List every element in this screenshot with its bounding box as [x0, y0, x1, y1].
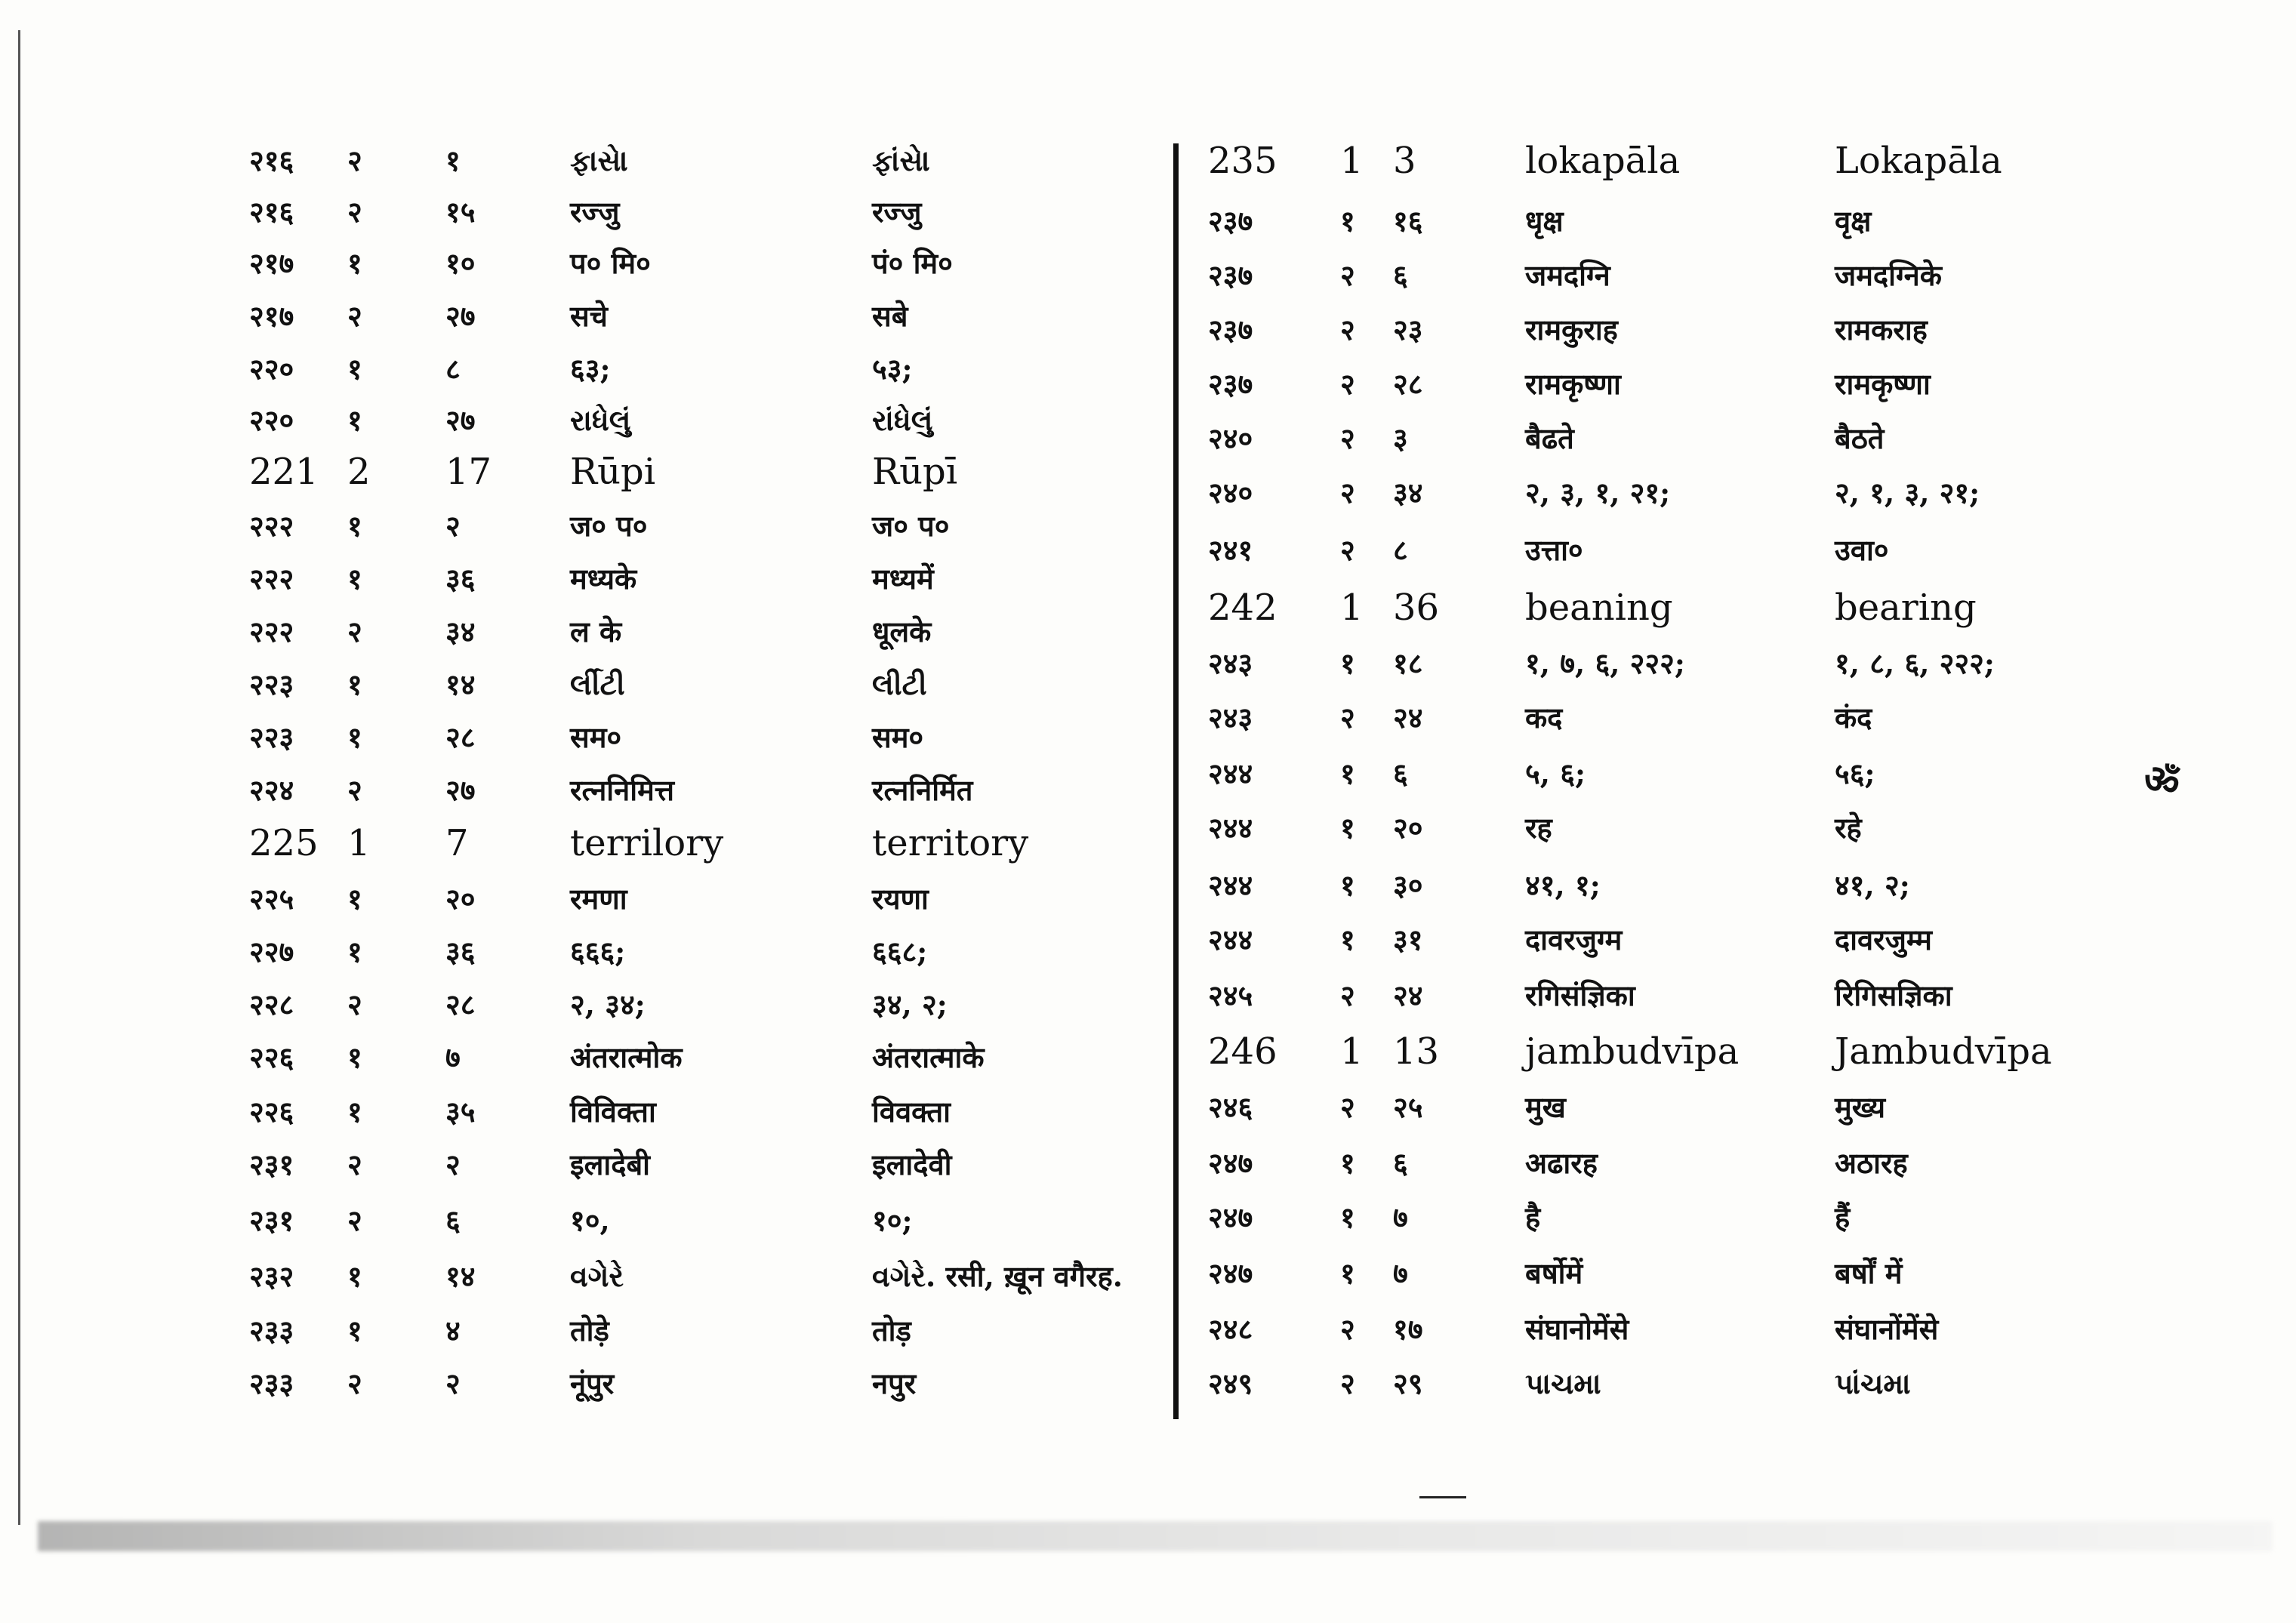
correct-reading-cell: हैं [1835, 1200, 1851, 1234]
correct-reading-cell: मध्यमें [872, 562, 934, 596]
line-number-cell: १४ [445, 1259, 476, 1293]
incorrect-reading-cell: सचे [570, 299, 608, 333]
line-number-cell: ३४ [1393, 476, 1423, 510]
correct-reading-cell: मुख्य [1835, 1090, 1885, 1124]
correct-reading-cell: नपुर [872, 1366, 917, 1400]
page-number-cell: २३३ [249, 1366, 294, 1400]
page-number-cell: २४९ [1208, 1366, 1253, 1400]
incorrect-reading-cell: २, ३, १, २१; [1525, 476, 1671, 510]
column-number-cell: २ [347, 1147, 362, 1181]
correct-reading-cell: ५६; [1835, 756, 1875, 790]
incorrect-reading-cell: उत्ता० [1525, 533, 1583, 567]
page-number-cell: २२३ [249, 720, 294, 754]
correct-reading-cell: Lokapāla [1835, 140, 2002, 182]
correct-reading-cell: पं० मि० [872, 246, 953, 280]
errata-row [1208, 1249, 2099, 1298]
errata-row [249, 660, 1155, 710]
correct-reading-cell: વગેરે. रसी, ख़ून वगैरह. [872, 1259, 1123, 1293]
line-number-cell: 13 [1393, 1030, 1440, 1073]
page-number-cell: २३७ [1208, 367, 1253, 401]
column-number-cell: १ [1340, 646, 1355, 680]
margin-mark: ॐ [2137, 753, 2187, 810]
correct-reading-cell: इलादेवी [872, 1147, 952, 1181]
page-number-cell: २४३ [1208, 701, 1253, 735]
line-number-cell: २४ [1393, 701, 1423, 735]
line-number-cell: ४ [445, 1313, 461, 1347]
correct-reading-cell: कंद [1835, 701, 1872, 735]
incorrect-reading-cell: इलादेबी [570, 1147, 650, 1181]
correct-reading-cell: सबे [872, 299, 908, 333]
page-number-cell: २१७ [249, 246, 294, 280]
line-number-cell: २० [1393, 811, 1423, 845]
errata-row [1208, 414, 2099, 463]
incorrect-reading-cell: रगिसंज्ञिका [1525, 978, 1635, 1012]
errata-row [1208, 749, 2099, 799]
page-number-cell: 225 [249, 822, 319, 864]
errata-row [249, 874, 1155, 924]
incorrect-reading-cell: रमणा [570, 882, 627, 916]
column-number-cell: 1 [1340, 140, 1364, 182]
correct-reading-cell: ફાંસે। [872, 143, 931, 177]
column-number-cell: १ [347, 1095, 362, 1129]
correct-reading-cell: ४१, २; [1835, 868, 1910, 902]
column-number-cell: १ [1340, 811, 1355, 845]
incorrect-reading-cell: दावरजुग्म [1525, 922, 1623, 956]
incorrect-reading-cell: कद [1525, 701, 1563, 735]
line-number-cell: १७ [1393, 1312, 1423, 1346]
column-number-cell: १ [1340, 922, 1355, 956]
column-number-cell: २ [347, 773, 362, 807]
errata-row [249, 1087, 1155, 1137]
column-number-cell: १ [347, 246, 362, 280]
page-left-edge-line [18, 30, 20, 1525]
correct-reading-cell: बर्षों में [1835, 1256, 1903, 1290]
line-number-cell: २८ [445, 987, 476, 1021]
errata-row [249, 713, 1155, 762]
correct-reading-cell: Jambudvīpa [1835, 1030, 2052, 1073]
column-number-cell: १ [347, 720, 362, 754]
correct-reading-cell: विवक्ता [872, 1095, 951, 1129]
column-divider-rule [1173, 143, 1179, 1419]
errata-row [249, 1359, 1155, 1409]
page-number-cell: २२६ [249, 1095, 294, 1129]
incorrect-reading-cell: बैढते [1525, 421, 1574, 455]
line-number-cell: २ [445, 1147, 461, 1181]
correct-reading-cell: सम० [872, 720, 924, 754]
errata-row [249, 765, 1155, 815]
incorrect-reading-cell: १, ७, ६, २२२; [1525, 646, 1685, 680]
line-number-cell: 17 [445, 451, 492, 493]
page-number-cell: २१६ [249, 195, 294, 229]
incorrect-reading-cell: ५, ६; [1525, 756, 1586, 790]
correct-reading-cell: १०; [872, 1203, 913, 1237]
line-number-cell: ३६ [445, 935, 476, 969]
page-number-cell: २४८ [1208, 1312, 1253, 1346]
page-number-cell: २२३ [249, 667, 294, 701]
errata-row [249, 136, 1155, 186]
page-number-cell: २४१ [1208, 533, 1253, 567]
incorrect-reading-cell: मुख [1525, 1090, 1566, 1124]
correct-reading-cell: अठारह [1835, 1146, 1908, 1180]
column-number-cell: २ [1340, 1090, 1355, 1124]
errata-row [249, 1306, 1155, 1356]
page-number-cell: २४० [1208, 476, 1253, 510]
column-number-cell: १ [347, 562, 362, 596]
column-number-cell: १ [1340, 1146, 1355, 1180]
errata-row [1208, 525, 2099, 575]
errata-row [1208, 803, 2099, 853]
column-number-cell: १ [347, 1313, 362, 1347]
incorrect-reading-cell: प० मि० [570, 246, 651, 280]
page-number-cell: २२२ [249, 614, 294, 648]
correct-reading-cell: रत्ननिर्मित [872, 773, 973, 807]
correct-reading-cell: जमदग्निके [1835, 258, 1942, 292]
page-number-cell: २४४ [1208, 868, 1253, 902]
correct-reading-cell: रयणा [872, 882, 929, 916]
line-number-cell: ३६ [445, 562, 476, 596]
line-number-cell: ३५ [445, 1095, 476, 1129]
correct-reading-cell: २, १, ३, २१; [1835, 476, 1980, 510]
column-number-cell: २ [347, 299, 362, 333]
incorrect-reading-cell: है [1525, 1200, 1541, 1234]
incorrect-reading-cell: વગેરે [570, 1259, 624, 1293]
incorrect-reading-cell: धृक्ष [1525, 204, 1564, 238]
incorrect-reading-cell: रत्ननिमित्त [570, 773, 675, 807]
column-number-cell: १ [1340, 756, 1355, 790]
line-number-cell: १० [445, 246, 476, 280]
column-number-cell: 2 [347, 451, 371, 493]
column-number-cell: २ [347, 614, 362, 648]
errata-row [1208, 1193, 2099, 1243]
line-number-cell: २७ [445, 299, 476, 333]
column-number-cell: २ [1340, 701, 1355, 735]
line-number-cell: २७ [445, 773, 476, 807]
errata-row [1208, 971, 2099, 1021]
page-number-cell: २४७ [1208, 1256, 1253, 1290]
correct-reading-cell: रज्जु [872, 195, 922, 229]
line-number-cell: १ [445, 143, 461, 177]
correct-reading-cell: बैठते [1835, 421, 1885, 455]
line-number-cell: १६ [1393, 204, 1423, 238]
page-number-cell: २२२ [249, 509, 294, 543]
incorrect-reading-cell: रामकृष्णा [1525, 367, 1621, 401]
errata-row [1208, 1359, 2099, 1409]
column-number-cell: १ [347, 935, 362, 969]
column-number-cell: 1 [1340, 1030, 1364, 1073]
line-number-cell: १४ [445, 667, 476, 701]
correct-reading-cell: પાંચમા [1835, 1366, 1911, 1400]
incorrect-reading-cell: ६३; [570, 352, 611, 386]
errata-row [1208, 1083, 2099, 1132]
column-number-cell: २ [347, 143, 362, 177]
column-number-cell: १ [1340, 1256, 1355, 1290]
line-number-cell: ६ [445, 1203, 461, 1237]
page-number-cell: २४४ [1208, 922, 1253, 956]
incorrect-reading-cell: बर्षोमें [1525, 1256, 1583, 1290]
line-number-cell: २७ [445, 403, 476, 437]
column-number-cell: 1 [347, 822, 371, 864]
incorrect-reading-cell: રાધેલું [570, 403, 631, 437]
incorrect-reading-cell: जमदग्नि [1525, 258, 1610, 292]
page-number-cell: २४७ [1208, 1200, 1253, 1234]
correct-reading-cell: रामकृष्णा [1835, 367, 1931, 401]
page-number-cell: २४५ [1208, 978, 1253, 1012]
incorrect-reading-cell: terrilory [570, 822, 724, 864]
column-number-cell: २ [1340, 533, 1355, 567]
page-number-cell: 246 [1208, 1030, 1277, 1073]
errata-row [1208, 359, 2099, 409]
correct-reading-cell: Rūpī [872, 451, 958, 493]
page-number-cell: 235 [1208, 140, 1277, 182]
errata-row [249, 554, 1155, 604]
line-number-cell: २ [445, 1366, 461, 1400]
incorrect-reading-cell: beaning [1525, 587, 1673, 629]
column-number-cell: १ [347, 882, 362, 916]
page-number-cell: २१७ [249, 299, 294, 333]
incorrect-reading-cell: ६६६; [570, 935, 626, 969]
errata-row [249, 927, 1155, 977]
line-number-cell: ८ [1393, 533, 1408, 567]
correct-reading-cell: संघानोंमेंसे [1835, 1312, 1939, 1346]
incorrect-reading-cell: सम० [570, 720, 622, 754]
errata-row [1208, 583, 2099, 633]
page-number-cell: २२० [249, 403, 294, 437]
correct-reading-cell: रामकराह [1835, 313, 1928, 346]
page-number-cell: २२८ [249, 987, 294, 1021]
column-number-cell: १ [347, 403, 362, 437]
incorrect-reading-cell: १०, [570, 1203, 610, 1237]
correct-reading-cell: १, ८, ६, २२२; [1835, 646, 1995, 680]
page-number-cell: २३२ [249, 1259, 294, 1293]
page-number-cell: २४४ [1208, 811, 1253, 845]
errata-row [249, 1140, 1155, 1190]
column-number-cell: १ [347, 1259, 362, 1293]
page-number-cell: 221 [249, 451, 319, 493]
errata-row [1208, 1027, 2099, 1076]
page-number-cell: 242 [1208, 587, 1277, 629]
errata-row [249, 239, 1155, 288]
line-number-cell: ६ [1393, 1146, 1408, 1180]
line-number-cell: ६ [1393, 756, 1408, 790]
page-number-cell: २४७ [1208, 1146, 1253, 1180]
incorrect-reading-cell: Rūpi [570, 451, 656, 493]
correct-reading-cell: दावरजुम्म [1835, 922, 1932, 956]
correct-reading-cell: ५३; [872, 352, 913, 386]
line-number-cell: ७ [445, 1040, 461, 1074]
correct-reading-cell: લીટી [872, 667, 927, 701]
incorrect-reading-cell: ज० प० [570, 509, 648, 543]
column-number-cell: २ [1340, 421, 1355, 455]
column-number-cell: २ [347, 1366, 362, 1400]
line-number-cell: 3 [1393, 140, 1416, 182]
column-number-cell: २ [1340, 476, 1355, 510]
page-number-cell: २२० [249, 352, 294, 386]
incorrect-reading-cell: अढारह [1525, 1146, 1598, 1180]
column-number-cell: २ [347, 987, 362, 1021]
incorrect-reading-cell: પાચમા [1525, 1366, 1601, 1400]
errata-row [1208, 915, 2099, 965]
column-number-cell: १ [1340, 868, 1355, 902]
errata-row [249, 980, 1155, 1030]
column-number-cell: १ [347, 1040, 362, 1074]
incorrect-reading-cell: तोड़े [570, 1313, 609, 1347]
errata-row [249, 1196, 1155, 1246]
errata-row [249, 818, 1155, 868]
page-number-cell: २४३ [1208, 646, 1253, 680]
correct-reading-cell: ६६८; [872, 935, 928, 969]
scan-smudge [38, 1521, 2273, 1551]
correct-reading-cell: रहे [1835, 811, 1862, 845]
line-number-cell: 7 [445, 822, 469, 864]
errata-row [1208, 1138, 2099, 1188]
line-number-cell: २३ [1393, 313, 1423, 346]
incorrect-reading-cell: २, ३४; [570, 987, 646, 1021]
page-number-cell: २३७ [1208, 313, 1253, 346]
page-number-cell: २४० [1208, 421, 1253, 455]
incorrect-reading-cell: ल के [570, 614, 622, 648]
errata-row [249, 1252, 1155, 1301]
incorrect-reading-cell: विविक्ता [570, 1095, 656, 1129]
line-number-cell: ७ [1393, 1256, 1408, 1290]
column-number-cell: १ [347, 509, 362, 543]
page-number-cell: २३३ [249, 1313, 294, 1347]
correct-reading-cell: रिगिसज्ञिका [1835, 978, 1952, 1012]
line-number-cell: २५ [1393, 1090, 1423, 1124]
errata-row [249, 396, 1155, 445]
incorrect-reading-cell: lokapāla [1525, 140, 1681, 182]
column-number-cell: १ [347, 352, 362, 386]
line-number-cell: 36 [1393, 587, 1440, 629]
errata-row [1208, 693, 2099, 743]
correct-reading-cell: धूलके [872, 614, 932, 648]
correct-reading-cell: ज० प० [872, 509, 950, 543]
page-number-cell: २१६ [249, 143, 294, 177]
incorrect-reading-cell: ४१, १; [1525, 868, 1601, 902]
column-number-cell: 1 [1340, 587, 1364, 629]
errata-row [249, 501, 1155, 551]
correct-reading-cell: ३४, २; [872, 987, 948, 1021]
errata-row [1208, 251, 2099, 300]
page-number-cell: २४४ [1208, 756, 1253, 790]
incorrect-reading-cell: रज्जु [570, 195, 620, 229]
line-number-cell: २० [445, 882, 476, 916]
errata-row [1208, 639, 2099, 688]
footer-dash [1419, 1496, 1466, 1498]
page-number-cell: २४६ [1208, 1090, 1253, 1124]
line-number-cell: ३१ [1393, 922, 1423, 956]
correct-reading-cell: तोड़ [872, 1313, 911, 1347]
incorrect-reading-cell: jambudvīpa [1525, 1030, 1740, 1073]
line-number-cell: ६ [1393, 258, 1408, 292]
line-number-cell: २४ [1393, 978, 1423, 1012]
errata-row [1208, 305, 2099, 355]
page-number-cell: २३१ [249, 1147, 294, 1181]
errata-row [249, 187, 1155, 237]
incorrect-reading-cell: ર્લીટી [570, 667, 625, 701]
incorrect-reading-cell: मध्यके [570, 562, 637, 596]
correct-reading-cell: वृक्ष [1835, 204, 1872, 238]
incorrect-reading-cell: अंतरात्मोक [570, 1040, 683, 1074]
page-number-cell: २२५ [249, 882, 294, 916]
incorrect-reading-cell: ફાસે। [570, 143, 629, 177]
page-number-cell: २२७ [249, 935, 294, 969]
line-number-cell: २८ [1393, 367, 1423, 401]
errata-row [249, 607, 1155, 657]
column-number-cell: २ [1340, 1312, 1355, 1346]
errata-row [1208, 136, 2099, 186]
page-number-cell: २२६ [249, 1040, 294, 1074]
errata-row [1208, 196, 2099, 246]
incorrect-reading-cell: रामकुराह [1525, 313, 1618, 346]
column-number-cell: २ [1340, 978, 1355, 1012]
page-number-cell: २२४ [249, 773, 294, 807]
errata-row [249, 344, 1155, 394]
errata-row [1208, 1304, 2099, 1354]
correct-reading-cell: territory [872, 822, 1029, 864]
errata-row [1208, 861, 2099, 910]
line-number-cell: २ [445, 509, 461, 543]
line-number-cell: २८ [445, 720, 476, 754]
line-number-cell: ७ [1393, 1200, 1408, 1234]
column-number-cell: २ [1340, 367, 1355, 401]
errata-row [1208, 468, 2099, 518]
line-number-cell: ३४ [445, 614, 476, 648]
correct-reading-cell: રાંધેલું [872, 403, 933, 437]
correct-reading-cell: अंतरात्माके [872, 1040, 985, 1074]
line-number-cell: ८ [445, 352, 461, 386]
incorrect-reading-cell: रह [1525, 811, 1552, 845]
line-number-cell: २९ [1393, 1366, 1423, 1400]
errata-row [249, 1033, 1155, 1083]
incorrect-reading-cell: नूंपुर [570, 1366, 615, 1400]
page-number-cell: २२२ [249, 562, 294, 596]
incorrect-reading-cell: संघानोमेंसे [1525, 1312, 1629, 1346]
line-number-cell: ३० [1393, 868, 1423, 902]
column-number-cell: २ [1340, 313, 1355, 346]
correct-reading-cell: उवा० [1835, 533, 1889, 567]
column-number-cell: २ [347, 1203, 362, 1237]
column-number-cell: २ [1340, 1366, 1355, 1400]
column-number-cell: २ [347, 195, 362, 229]
correct-reading-cell: bearing [1835, 587, 1977, 629]
page-number-cell: २३१ [249, 1203, 294, 1237]
line-number-cell: १८ [1393, 646, 1423, 680]
column-number-cell: २ [1340, 258, 1355, 292]
line-number-cell: ३ [1393, 421, 1408, 455]
page-number-cell: २३७ [1208, 204, 1253, 238]
errata-row [249, 447, 1155, 497]
column-number-cell: १ [347, 667, 362, 701]
line-number-cell: १५ [445, 195, 476, 229]
page-number-cell: २३७ [1208, 258, 1253, 292]
column-number-cell: १ [1340, 204, 1355, 238]
errata-row [249, 291, 1155, 341]
column-number-cell: १ [1340, 1200, 1355, 1234]
